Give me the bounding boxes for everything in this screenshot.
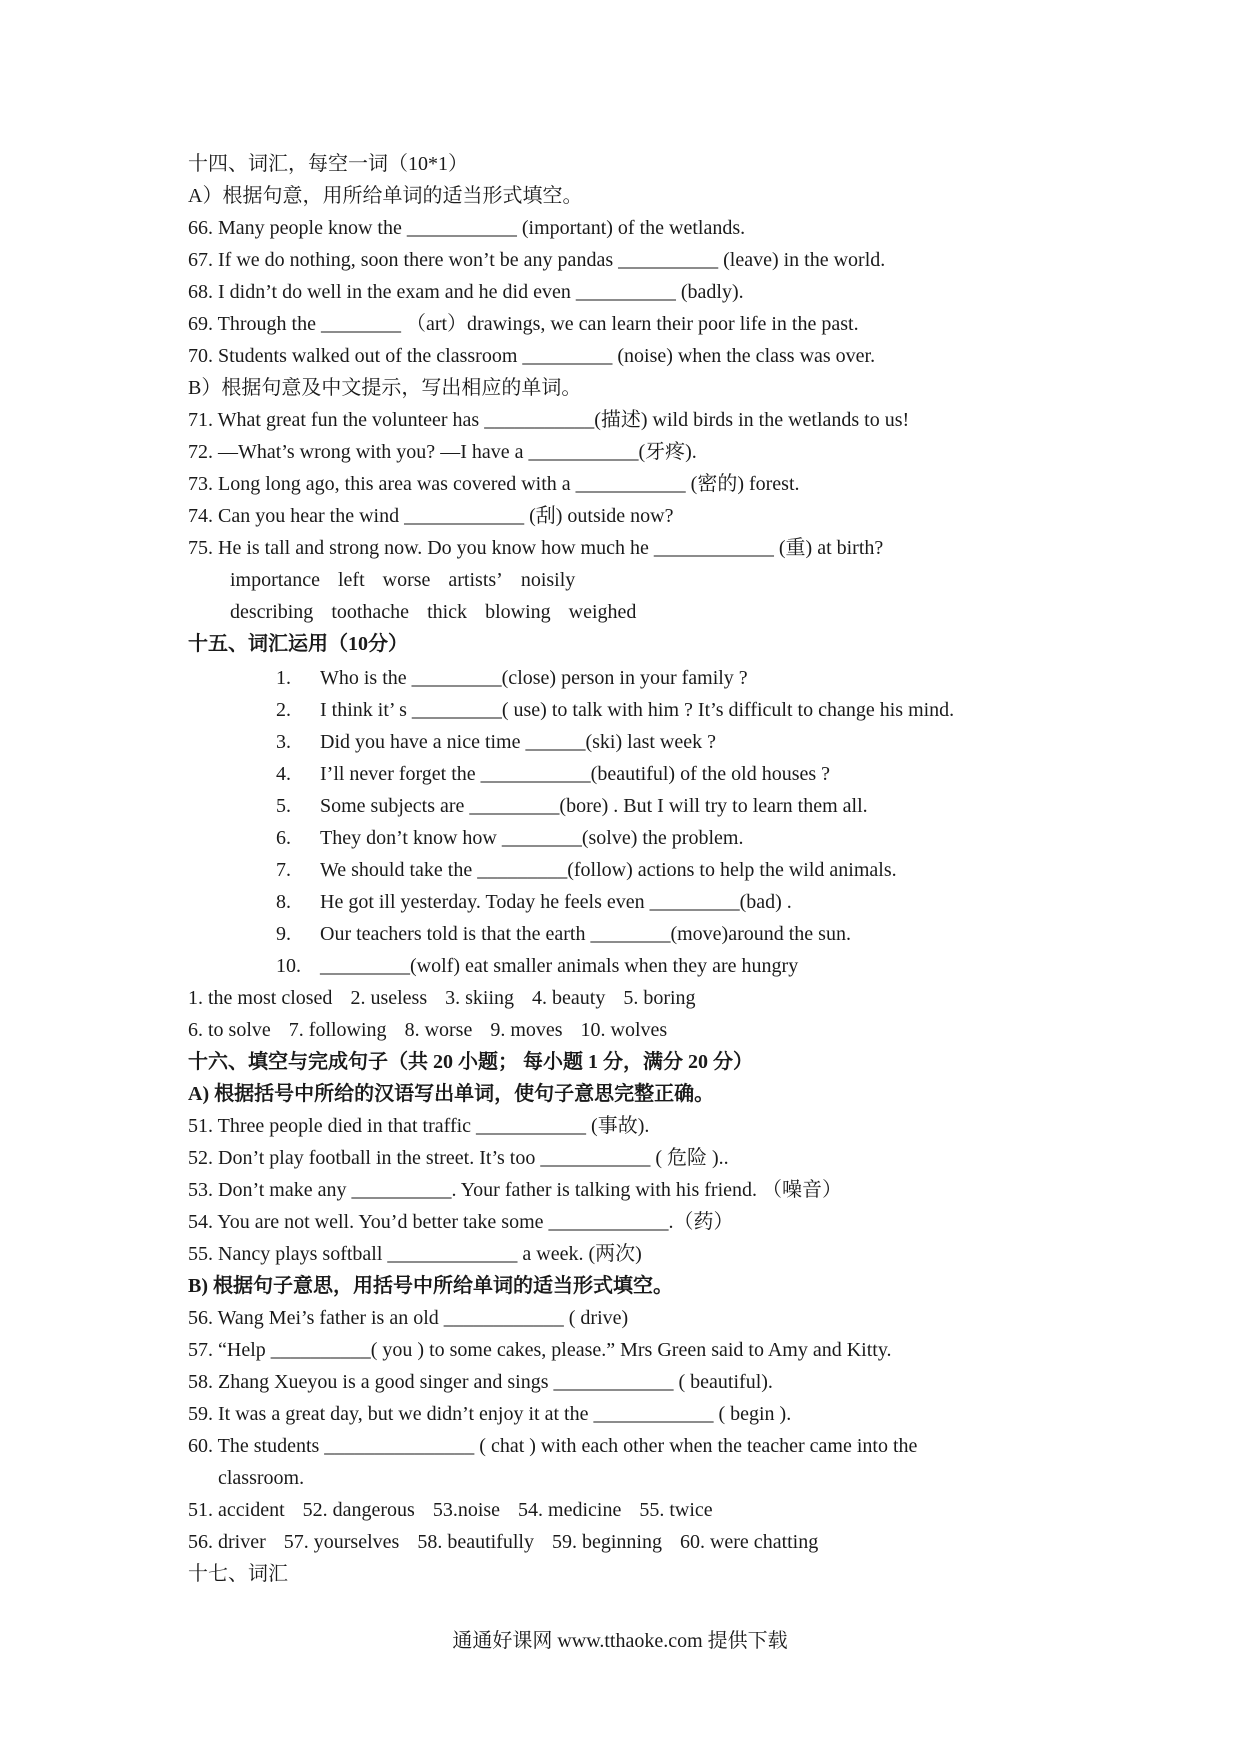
question-59: 59. It was a great day, but we didn’t enjoy it at the ____________ ( begin ). bbox=[188, 1403, 792, 1425]
answer-word: 59. beginning bbox=[551, 1531, 662, 1553]
list-item bbox=[276, 950, 1090, 982]
question-57: 57. “Help __________( you ) to some cakes, please.” Mrs Green said to Amy and Kitty. bbox=[188, 1339, 892, 1361]
list-item bbox=[276, 918, 1090, 950]
answer-word: 8. worse bbox=[404, 1019, 473, 1041]
item-number: 1. bbox=[276, 667, 291, 689]
answer-word: 10. wolves bbox=[580, 1019, 668, 1041]
answer-word: 52. dangerous bbox=[302, 1499, 415, 1521]
answer-word: 3. skiing bbox=[445, 987, 515, 1009]
answer-word: 56. driver bbox=[188, 1531, 266, 1553]
question-54: 54. You are not well. You’d better take some ____________.（药） bbox=[188, 1211, 734, 1233]
section-14-part-a: A）根据句意，用所给单词的适当形式填空。 bbox=[188, 185, 583, 207]
question-58: 58. Zhang Xueyou is a good singer and sings ____________ ( beautiful). bbox=[188, 1371, 773, 1393]
answer-word: 9. moves bbox=[490, 1019, 563, 1041]
list-item bbox=[276, 662, 1090, 694]
answer-row bbox=[188, 982, 1090, 1014]
item-number: 8. bbox=[276, 891, 291, 913]
question-55: 55. Nancy plays softball _____________ a week. (两次) bbox=[188, 1243, 642, 1265]
item-number: 7. bbox=[276, 859, 291, 881]
answer-row bbox=[230, 596, 1090, 628]
answer-row bbox=[188, 1494, 1090, 1526]
question-56: 56. Wang Mei’s father is an old ____________ ( drive) bbox=[188, 1307, 629, 1329]
item-number: 6. bbox=[276, 827, 291, 849]
section-14-part-b: B）根据句意及中文提示，写出相应的单词。 bbox=[188, 377, 582, 399]
item-text: Did you have a nice time ______(ski) last week ? bbox=[320, 731, 716, 753]
section-17-title: 十七、词汇 bbox=[188, 1563, 288, 1585]
answer-word: 53.noise bbox=[432, 1499, 501, 1521]
answer-row bbox=[188, 1526, 1090, 1558]
item-number: 3. bbox=[276, 731, 291, 753]
question-68: 68. I didn’t do well in the exam and he did even __________ (badly). bbox=[188, 281, 744, 303]
section-15-title: 十五、词汇运用（10分） bbox=[188, 633, 408, 655]
answer-word: 60. were chatting bbox=[679, 1531, 819, 1553]
question-52: 52. Don’t play football in the street. It’s too ___________ ( 危险 ).. bbox=[188, 1147, 729, 1169]
answer-word: left bbox=[337, 569, 365, 591]
question-67: 67. If we do nothing, soon there won’t be any pandas __________ (leave) in the world. bbox=[188, 249, 886, 271]
answer-word: 5. boring bbox=[623, 987, 696, 1009]
question-73: 73. Long long ago, this area was covered with a ___________ (密的) forest. bbox=[188, 473, 800, 495]
answer-word: artists’ bbox=[448, 569, 503, 591]
answer-row bbox=[230, 564, 1090, 596]
answer-word: 7. following bbox=[288, 1019, 387, 1041]
question-53: 53. Don’t make any __________. Your father is talking with his friend. （噪音） bbox=[188, 1179, 843, 1201]
list-item bbox=[276, 694, 1090, 726]
section-16-title: 十六、填空与完成句子（共 20 小题； 每小题 1 分，满分 20 分） bbox=[188, 1051, 753, 1073]
answer-word: 4. beauty bbox=[532, 987, 606, 1009]
answer-word: 2. useless bbox=[350, 987, 428, 1009]
answer-word: blowing bbox=[485, 601, 551, 623]
question-69: 69. Through the ________ （art）drawings, we can learn their poor life in the past. bbox=[188, 313, 859, 335]
answer-word: importance bbox=[230, 569, 320, 591]
answer-word: noisily bbox=[520, 569, 576, 591]
question-71: 71. What great fun the volunteer has ___________(描述) wild birds in the wetlands to us! bbox=[188, 409, 910, 431]
item-text: I think it’ s _________( use) to talk with him ? It’s difficult to change his mind. bbox=[320, 699, 955, 721]
item-text: Our teachers told is that the earth ________(move)around the sun. bbox=[320, 923, 851, 945]
item-number: 2. bbox=[276, 699, 291, 721]
list-item bbox=[276, 854, 1090, 886]
item-text: Some subjects are _________(bore) . But I will try to learn them all. bbox=[320, 795, 868, 817]
page-footer: 通通好课网 www.tthaoke.com 提供下载 bbox=[452, 1630, 788, 1652]
question-72: 72. —What’s wrong with you? —I have a ___________(牙疼). bbox=[188, 441, 697, 463]
answer-word: 58. beautifully bbox=[417, 1531, 534, 1553]
question-60-continued: classroom. bbox=[218, 1467, 305, 1489]
item-text: They don’t know how ________(solve) the problem. bbox=[320, 827, 744, 849]
question-75: 75. He is tall and strong now. Do you know how much he ____________ (重) at birth? bbox=[188, 537, 884, 559]
answer-row bbox=[188, 1014, 1090, 1046]
question-51: 51. Three people died in that traffic ___________ (事故). bbox=[188, 1115, 650, 1137]
item-number: 9. bbox=[276, 923, 291, 945]
item-text: Who is the _________(close) person in your family ? bbox=[320, 667, 748, 689]
item-number: 4. bbox=[276, 763, 291, 785]
answer-word: 51. accident bbox=[188, 1499, 285, 1521]
question-66: 66. Many people know the ___________ (important) of the wetlands. bbox=[188, 217, 746, 239]
question-70: 70. Students walked out of the classroom _________ (noise) when the class was over. bbox=[188, 345, 876, 367]
answer-word: describing bbox=[230, 601, 314, 623]
answer-word: weighed bbox=[568, 601, 637, 623]
list-item bbox=[276, 886, 1090, 918]
answer-word: toothache bbox=[331, 601, 410, 623]
answer-word: 1. the most closed bbox=[188, 987, 333, 1009]
item-number: 10. bbox=[276, 955, 301, 977]
list-item bbox=[276, 726, 1090, 758]
question-74: 74. Can you hear the wind ____________ (刮) outside now? bbox=[188, 505, 674, 527]
answer-word: 57. yourselves bbox=[283, 1531, 400, 1553]
item-text: He got ill yesterday. Today he feels even _________(bad) . bbox=[320, 891, 792, 913]
answer-word: 55. twice bbox=[639, 1499, 713, 1521]
item-text: I’ll never forget the ___________(beautiful) of the old houses ? bbox=[320, 763, 831, 785]
section-14-title: 十四、词汇，每空一词（10*1） bbox=[188, 153, 468, 175]
section-16-part-b: B) 根据句子意思，用括号中所给单词的适当形式填空。 bbox=[188, 1275, 673, 1297]
answer-word: 6. to solve bbox=[188, 1019, 271, 1041]
answer-word: 54. medicine bbox=[518, 1499, 622, 1521]
question-60: 60. The students _______________ ( chat ) with each other when the teacher came into the bbox=[188, 1435, 918, 1457]
item-text: _________(wolf) eat smaller animals when they are hungry bbox=[320, 955, 799, 977]
list-item bbox=[276, 758, 1090, 790]
list-item bbox=[276, 790, 1090, 822]
answer-word: thick bbox=[427, 601, 468, 623]
section-16-part-a: A) 根据括号中所给的汉语写出单词，使句子意思完整正确。 bbox=[188, 1083, 715, 1105]
item-number: 5. bbox=[276, 795, 291, 817]
list-item bbox=[276, 822, 1090, 854]
answer-word: worse bbox=[382, 569, 431, 591]
item-text: We should take the _________(follow) actions to help the wild animals. bbox=[320, 859, 897, 881]
